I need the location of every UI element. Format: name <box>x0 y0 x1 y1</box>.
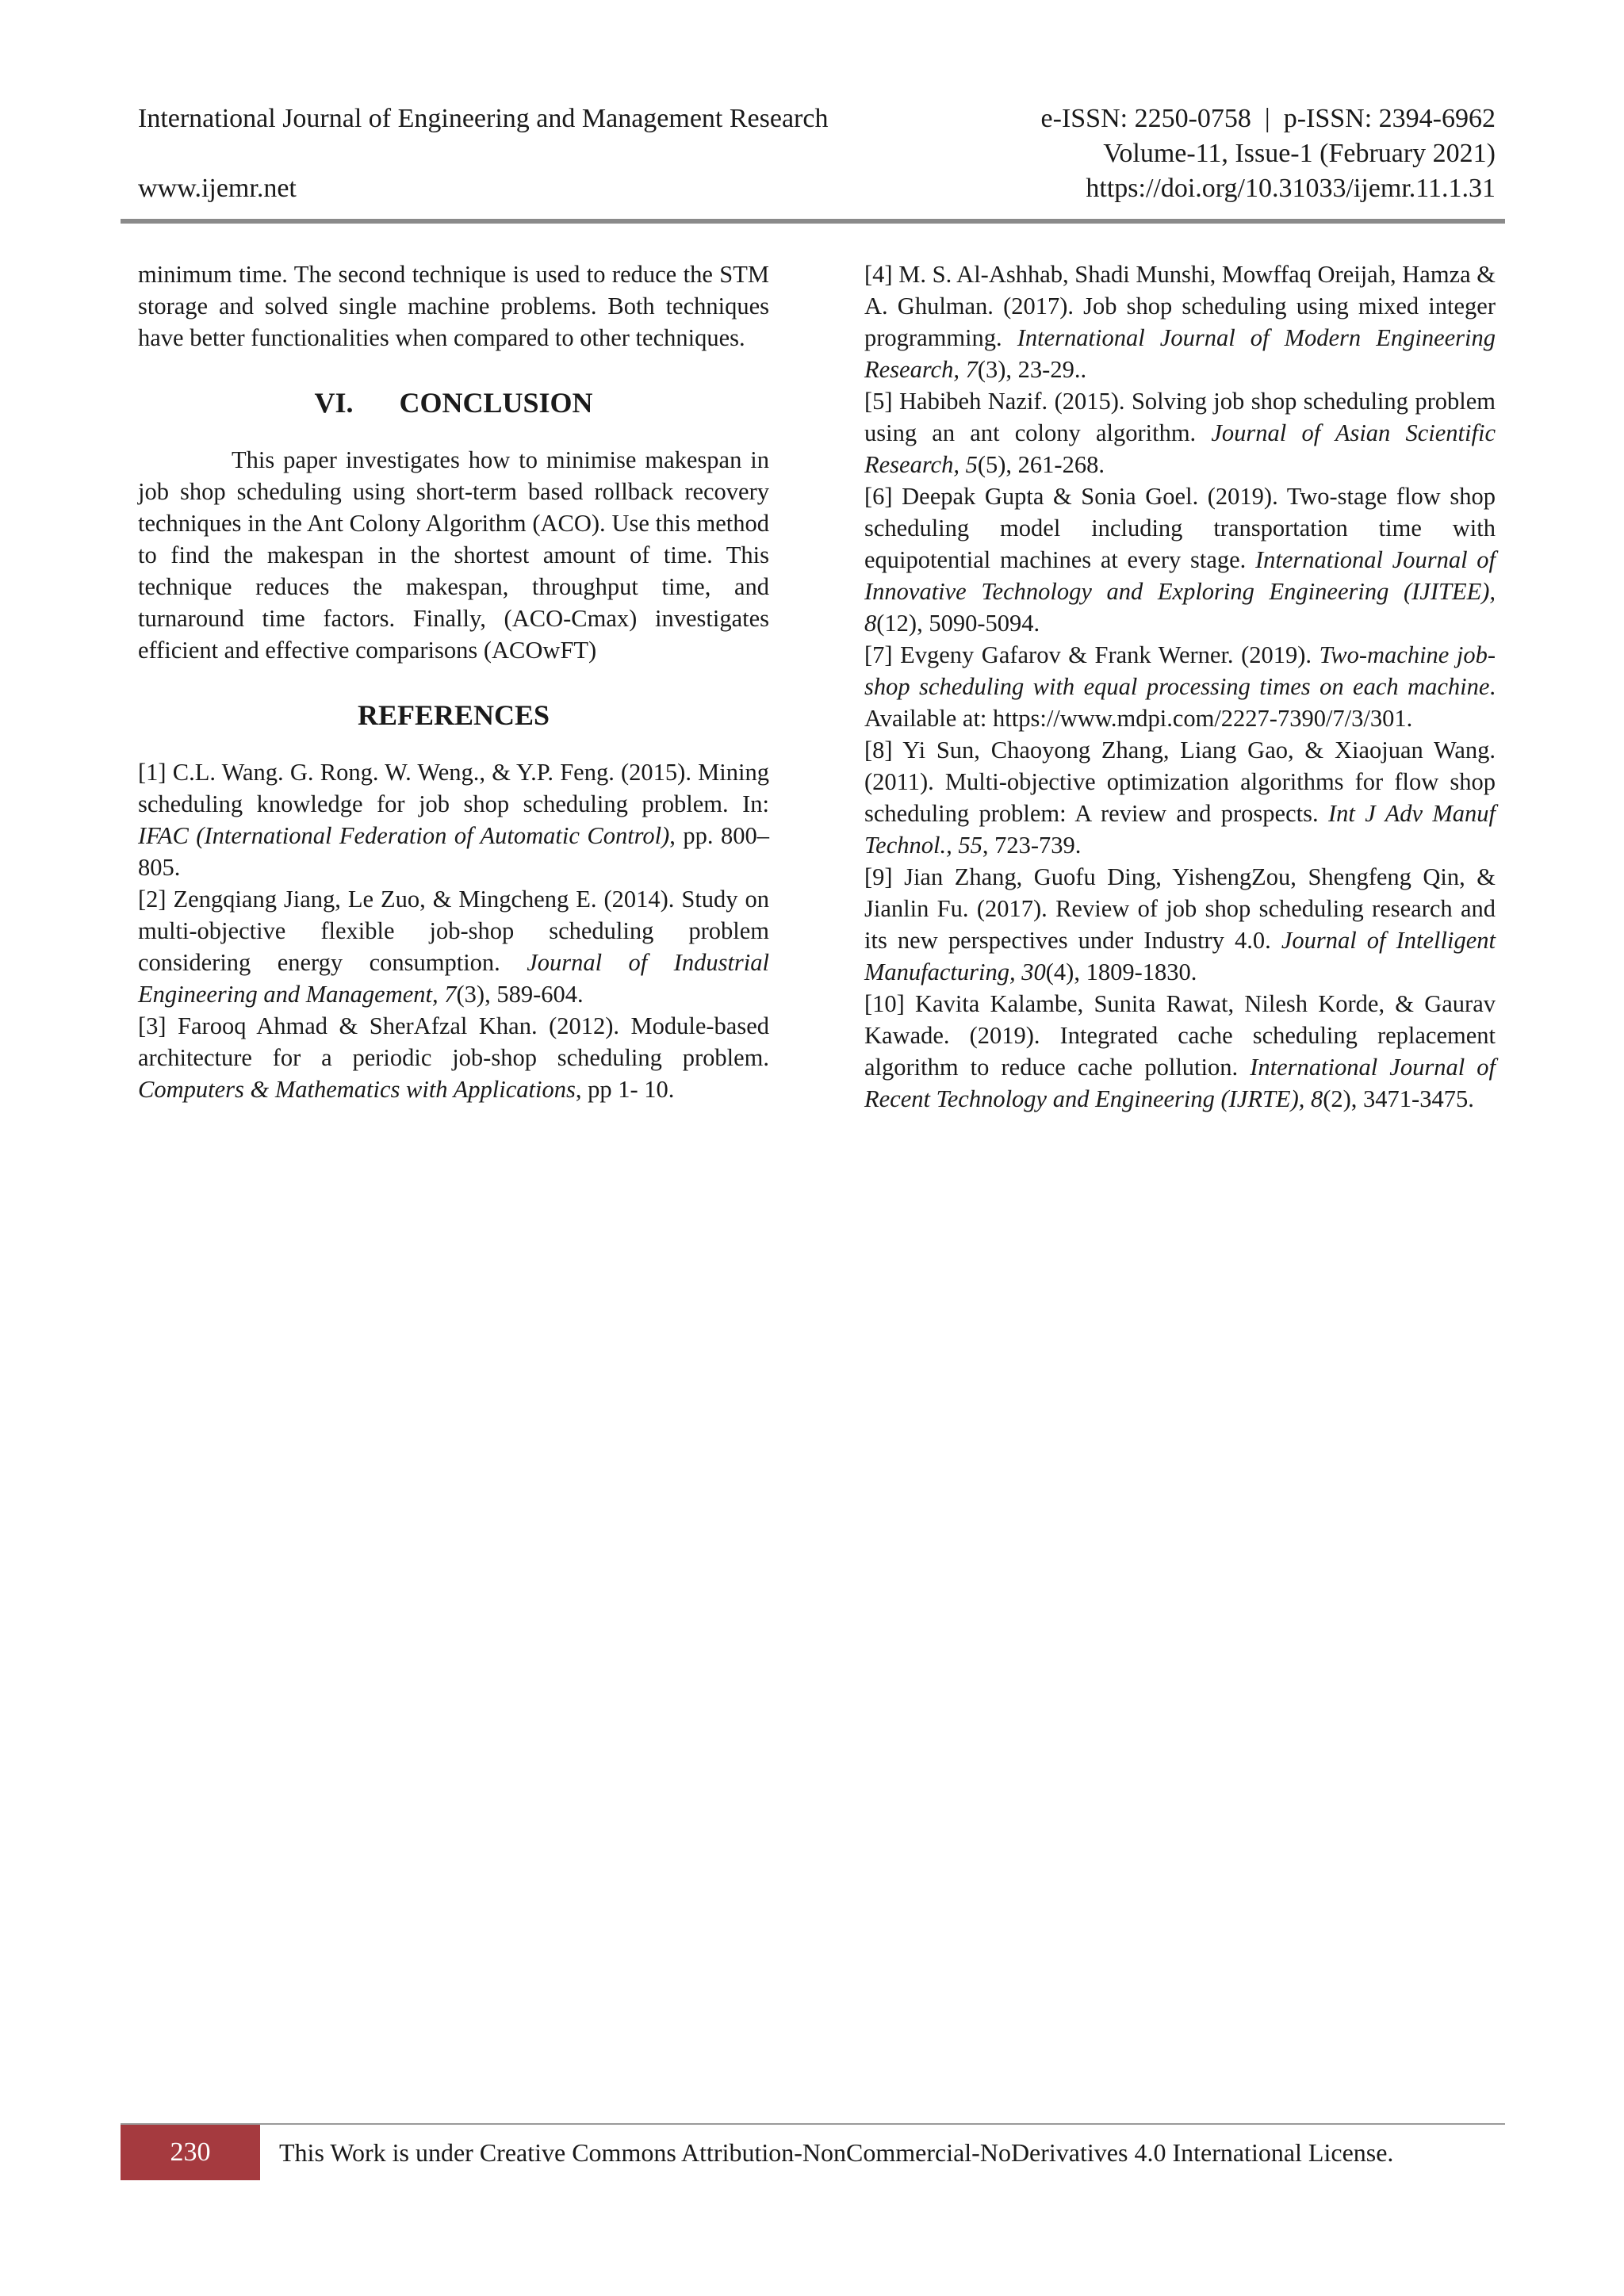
reference-source: International Journal of Innovative Technology and Exploring Engineering (IJITEE), 8 <box>864 546 1496 637</box>
reference-details: (3), 589-604. <box>456 981 584 1008</box>
reference-entry <box>864 861 1496 988</box>
reference-entry <box>138 883 769 1010</box>
reference-text: [8] Yi Sun, Chaoyong Zhang, Liang Gao, & Xiaojuan Wang. (2011). Multi-objective optimization algorithms for flow shop scheduling problem: A review and prospects. <box>864 737 1496 827</box>
header-divider <box>121 219 1505 224</box>
reference-text: [3] Farooq Ahmad & SherAfzal Khan. (2012). Module-based architecture for a periodic job-shop scheduling problem. <box>138 1012 769 1071</box>
reference-text: [2] Zengqiang Jiang, Le Zuo, & Mingcheng E. (2014). Study on multi-objective flexible job-shop scheduling problem considering energy consumption. <box>138 886 769 976</box>
reference-entry <box>138 1010 769 1105</box>
section-number: VI. <box>314 387 354 419</box>
reference-details: , pp 1- 10. <box>575 1076 675 1103</box>
reference-source: International Journal of Recent Technology and Engineering (IJRTE), 8 <box>864 1054 1496 1112</box>
reference-text: [5] Habibeh Nazif. (2015). Solving job shop scheduling problem using an ant colony algorithm. <box>864 388 1496 446</box>
journal-title: International Journal of Engineering and Management Research <box>138 104 829 133</box>
reference-source: Journal of Intelligent Manufacturing, 30 <box>864 927 1496 985</box>
reference-details: . Available at: https://www.mdpi.com/2227-7390/7/3/301. <box>864 673 1496 732</box>
references-list-left <box>138 756 769 1105</box>
reference-entry <box>864 258 1496 385</box>
conclusion-body: This paper investigates how to minimise makespan in job shop scheduling using short-term based rollback recovery techniques in the Ant Colony Algorithm (ACO). Use this method to find the makespan in the shortest amount of time. This technique reduces the makespan, throughput time, and turnaround time factors. Finally, (ACO-Cmax) investigates efficient and effective comparisons (ACOwFT) <box>138 446 769 664</box>
reference-source: Int J Adv Manuf Technol., 55 <box>864 800 1496 859</box>
reference-details: , pp. 800–805. <box>138 822 769 881</box>
issn: e-ISSN: 2250-0758 | p-ISSN: 2394-6962 <box>1040 104 1496 133</box>
reference-text: [6] Deepak Gupta & Sonia Goel. (2019). Two-stage flow shop scheduling model including transportation time with equipotential machines at every stage. <box>864 483 1496 573</box>
reference-source: International Journal of Modern Engineering Research, 7 <box>864 324 1496 383</box>
reference-source: IFAC (International Federation of Automatic Control) <box>138 822 670 849</box>
reference-details: (5), 261-268. <box>977 451 1105 478</box>
reference-source: Computers & Mathematics with Applications <box>138 1076 576 1103</box>
license-text: This Work is under Creative Commons Attribution-NonCommercial-NoDerivatives 4.0 International License. <box>279 2138 1394 2167</box>
page-number: 230 <box>121 2125 260 2180</box>
reference-details: , 723-739. <box>982 832 1082 859</box>
reference-entry <box>864 480 1496 639</box>
right-column <box>864 258 1496 1115</box>
reference-entry <box>864 988 1496 1115</box>
header-row-3 <box>138 171 1496 206</box>
reference-text: [1] C.L. Wang. G. Rong. W. Weng., & Y.P. Feng. (2015). Mining scheduling knowledge for job shop scheduling problem. In: <box>138 759 769 817</box>
header-row-2 <box>138 136 1496 171</box>
volume-issue: Volume-11, Issue-1 (February 2021) <box>1103 139 1496 168</box>
reference-entry <box>864 639 1496 734</box>
reference-source: Two-machine job-shop scheduling with equal processing times on each machine <box>864 641 1496 700</box>
header-row-1 <box>138 101 1496 136</box>
reference-source: Journal of Industrial Engineering and Management, 7 <box>138 949 769 1008</box>
references-heading: REFERENCES <box>357 699 550 731</box>
reference-details: (2), 3471-3475. <box>1323 1085 1474 1112</box>
reference-source: Journal of Asian Scientific Research, 5 <box>864 419 1496 478</box>
references-list-right <box>864 258 1496 1115</box>
left-column <box>138 258 769 1105</box>
section-title: CONCLUSION <box>399 387 593 419</box>
reference-details: (12), 5090-5094. <box>876 610 1040 637</box>
doi-link[interactable]: https://doi.org/10.31033/ijemr.11.1.31 <box>1086 174 1496 203</box>
reference-entry <box>138 756 769 883</box>
reference-text: [9] Jian Zhang, Guofu Ding, YishengZou, Shengfeng Qin, & Jianlin Fu. (2017). Review of job shop scheduling research and its new perspectives under Industry 4.0. <box>864 863 1496 954</box>
reference-entry <box>864 734 1496 861</box>
reference-text: [4] M. S. Al-Ashhab, Shadi Munshi, Mowffaq Oreijah, Hamza & A. Ghulman. (2017). Job shop scheduling using mixed integer programming. <box>864 261 1496 351</box>
reference-text: [7] Evgeny Gafarov & Frank Werner. (2019). <box>864 641 1320 668</box>
reference-entry <box>864 385 1496 480</box>
reference-details: (3), 23-29.. <box>977 356 1087 383</box>
reference-details: (4), 1809-1830. <box>1045 959 1197 985</box>
journal-website[interactable]: www.ijemr.net <box>138 174 297 203</box>
intro-paragraph: minimum time. The second technique is used to reduce the STM storage and solved single machine problems. Both techniques have better functionalities when compared to other techniques. <box>138 261 769 351</box>
reference-text: [10] Kavita Kalambe, Sunita Rawat, Nilesh Korde, & Gaurav Kawade. (2019). Integrated cache scheduling replacement algorithm to reduce cache pollution. <box>864 990 1496 1081</box>
page-header <box>138 101 1496 206</box>
conclusion-heading <box>138 385 769 420</box>
